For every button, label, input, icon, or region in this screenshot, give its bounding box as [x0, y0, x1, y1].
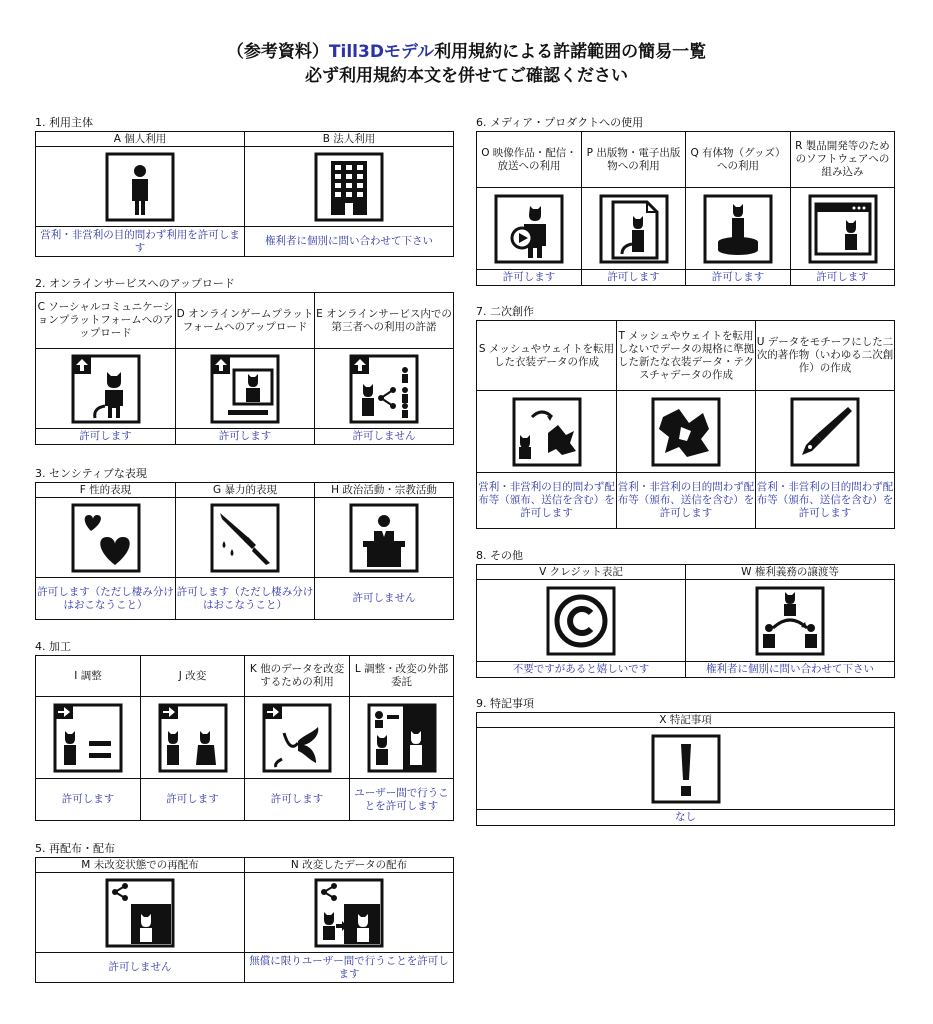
item-footer: 許可します（ただし棲み分けはおこなうこと）	[176, 578, 315, 620]
section-heading: 6. メディア・プロダクトへの使用	[476, 116, 644, 129]
upload-avatar-icon	[71, 354, 141, 424]
item-header: S メッシュやウェイトを転用した衣装データの作成	[477, 321, 617, 391]
cloth-convert-icon	[512, 397, 582, 467]
item-header: B 法人利用	[245, 132, 454, 147]
section-heading: 2. オンラインサービスへのアップロード	[35, 277, 235, 290]
item-icon-cell	[245, 147, 454, 227]
item-icon-cell	[477, 580, 686, 662]
section-9	[476, 697, 895, 826]
item-icon-cell	[36, 498, 176, 578]
outsource-icon	[367, 703, 437, 773]
item-footer: 権利者に個別に問い合わせて下さい	[245, 227, 454, 257]
building-icon	[314, 152, 384, 222]
item-header: R 製品開発等のためのソフトウェアへの組み込み	[791, 132, 895, 188]
video-icon	[494, 194, 564, 264]
item-icon-cell	[686, 580, 895, 662]
item-header: C ソーシャルコミュニケーションプラットフォームへのアップロード	[36, 293, 176, 349]
item-header: A 個人利用	[36, 132, 245, 147]
item-footer: 許可します	[36, 429, 176, 445]
item-icon-cell	[477, 728, 895, 810]
section-table	[35, 655, 454, 821]
title-prefix: （参考資料）	[226, 42, 329, 62]
publication-icon	[599, 194, 669, 264]
title-brand: Till3Dモデル	[328, 42, 435, 62]
item-footer: 許可します	[582, 270, 686, 286]
upload-share-icon	[349, 354, 419, 424]
item-footer: 権利者に個別に問い合わせて下さい	[686, 662, 895, 678]
item-header: T メッシュやウェイトを転用しないでデータの規格に準拠した新たな衣装データ・テクスチャデータの作成	[617, 321, 756, 391]
document-title	[0, 40, 933, 64]
item-icon-cell	[36, 697, 141, 779]
distribute-modified-icon	[314, 878, 384, 948]
item-icon-cell	[791, 188, 895, 270]
item-footer: 許可しません	[315, 429, 454, 445]
item-header: P 出版物・電子出版物への利用	[582, 132, 686, 188]
section-heading: 7. 二次創作	[476, 305, 534, 318]
item-icon-cell	[36, 873, 245, 953]
section-5	[35, 842, 454, 983]
section-6	[476, 116, 895, 286]
item-header: X 特記事項	[477, 713, 895, 728]
use-to-modify-icon	[262, 703, 332, 773]
hearts-icon	[71, 503, 141, 573]
section-heading: 9. 特記事項	[476, 697, 534, 710]
section-table	[476, 712, 895, 826]
section-heading: 3. センシティブな表現	[35, 467, 147, 480]
item-icon-cell	[176, 349, 315, 429]
item-header: L 調整・改変の外部委託	[350, 656, 454, 697]
item-header: J 改変	[141, 656, 245, 697]
item-footer: 許可しません	[315, 578, 454, 620]
item-header: I 調整	[36, 656, 141, 697]
item-header: K 他のデータを改変するための利用	[245, 656, 350, 697]
exclamation-icon	[651, 734, 721, 804]
item-header: U データをモチーフにした二次的著作物（いわゆる二次創作）の作成	[756, 321, 895, 391]
speaker-podium-icon	[349, 503, 419, 573]
item-footer: 許可します	[791, 270, 895, 286]
new-cloth-icon	[651, 397, 721, 467]
item-header: E オンラインサービス内での第三者への利用の許諾	[315, 293, 454, 349]
item-icon-cell	[36, 349, 176, 429]
item-header: N 改変したデータの配布	[245, 858, 454, 873]
item-icon-cell	[315, 498, 454, 578]
item-footer: 許可します	[36, 779, 141, 821]
item-header: W 権利義務の譲渡等	[686, 565, 895, 580]
modify-icon	[158, 703, 228, 773]
item-icon-cell	[36, 147, 245, 227]
transfer-icon	[755, 586, 825, 656]
section-4	[35, 640, 454, 821]
item-footer: 営利・非営利の目的問わず利用を許可します	[36, 227, 245, 257]
pen-nib-icon	[790, 397, 860, 467]
section-table	[35, 857, 454, 983]
item-footer: 許可します	[141, 779, 245, 821]
item-header: D オンラインゲームプラットフォームへのアップロード	[176, 293, 315, 349]
section-heading: 4. 加工	[35, 640, 71, 653]
item-icon-cell	[582, 188, 686, 270]
item-icon-cell	[756, 391, 895, 473]
section-table	[35, 131, 454, 257]
person-icon	[105, 152, 175, 222]
item-footer: 無償に限りユーザー間で行うことを許可します	[245, 953, 454, 983]
item-icon-cell	[315, 349, 454, 429]
section-3	[35, 467, 454, 620]
item-header: Q 有体物（グッズ）への利用	[686, 132, 791, 188]
section-table	[476, 320, 895, 529]
software-icon	[808, 194, 878, 264]
section-2	[35, 277, 454, 445]
copyright-icon	[546, 586, 616, 656]
item-footer: 許可しません	[36, 953, 245, 983]
item-footer: なし	[477, 810, 895, 826]
item-header: O 映像作品・配信・放送への利用	[477, 132, 582, 188]
item-header: G 暴力的表現	[176, 483, 315, 498]
upload-game-icon	[210, 354, 280, 424]
item-header: M 未改変状態での再配布	[36, 858, 245, 873]
section-heading: 1. 利用主体	[35, 116, 93, 129]
item-footer: 営利・非営利の目的問わず配布等（頒布、送信を含む）を許可します	[756, 473, 895, 529]
section-7	[476, 305, 895, 529]
item-icon-cell	[176, 498, 315, 578]
adjust-icon	[53, 703, 123, 773]
section-table	[35, 482, 454, 620]
section-1	[35, 116, 454, 257]
section-table	[476, 131, 895, 286]
document-subtitle: 必ず利用規約本文を併せてご確認ください	[305, 66, 628, 86]
item-footer: 許可します（ただし棲み分けはおこなうこと）	[36, 578, 176, 620]
item-header: F 性的表現	[36, 483, 176, 498]
item-header: V クレジット表記	[477, 565, 686, 580]
section-heading: 5. 再配布・配布	[35, 842, 115, 855]
title-rest: 利用規約による許諾範囲の簡易一覧	[434, 42, 707, 62]
item-header: H 政治活動・宗教活動	[315, 483, 454, 498]
figure-icon	[703, 194, 773, 264]
section-table	[35, 292, 454, 445]
item-icon-cell	[350, 697, 454, 779]
knife-icon	[210, 503, 280, 573]
item-footer: 営利・非営利の目的問わず配布等（頒布、送信を含む）を許可します	[477, 473, 617, 529]
item-footer: 許可します	[686, 270, 791, 286]
item-footer: 許可します	[176, 429, 315, 445]
item-icon-cell	[686, 188, 791, 270]
section-8	[476, 549, 895, 678]
item-icon-cell	[477, 188, 582, 270]
item-icon-cell	[477, 391, 617, 473]
item-icon-cell	[245, 697, 350, 779]
item-footer: 許可します	[477, 270, 582, 286]
item-icon-cell	[245, 873, 454, 953]
item-icon-cell	[617, 391, 756, 473]
item-footer: ユーザー間で行うことを許可します	[350, 779, 454, 821]
section-table	[476, 564, 895, 678]
redistribute-icon	[105, 878, 175, 948]
item-footer: 不要ですがあると嬉しいです	[477, 662, 686, 678]
section-heading: 8. その他	[476, 549, 523, 562]
item-footer: 営利・非営利の目的問わず配布等（頒布、送信を含む）を許可します	[617, 473, 756, 529]
item-icon-cell	[141, 697, 245, 779]
item-footer: 許可します	[245, 779, 350, 821]
